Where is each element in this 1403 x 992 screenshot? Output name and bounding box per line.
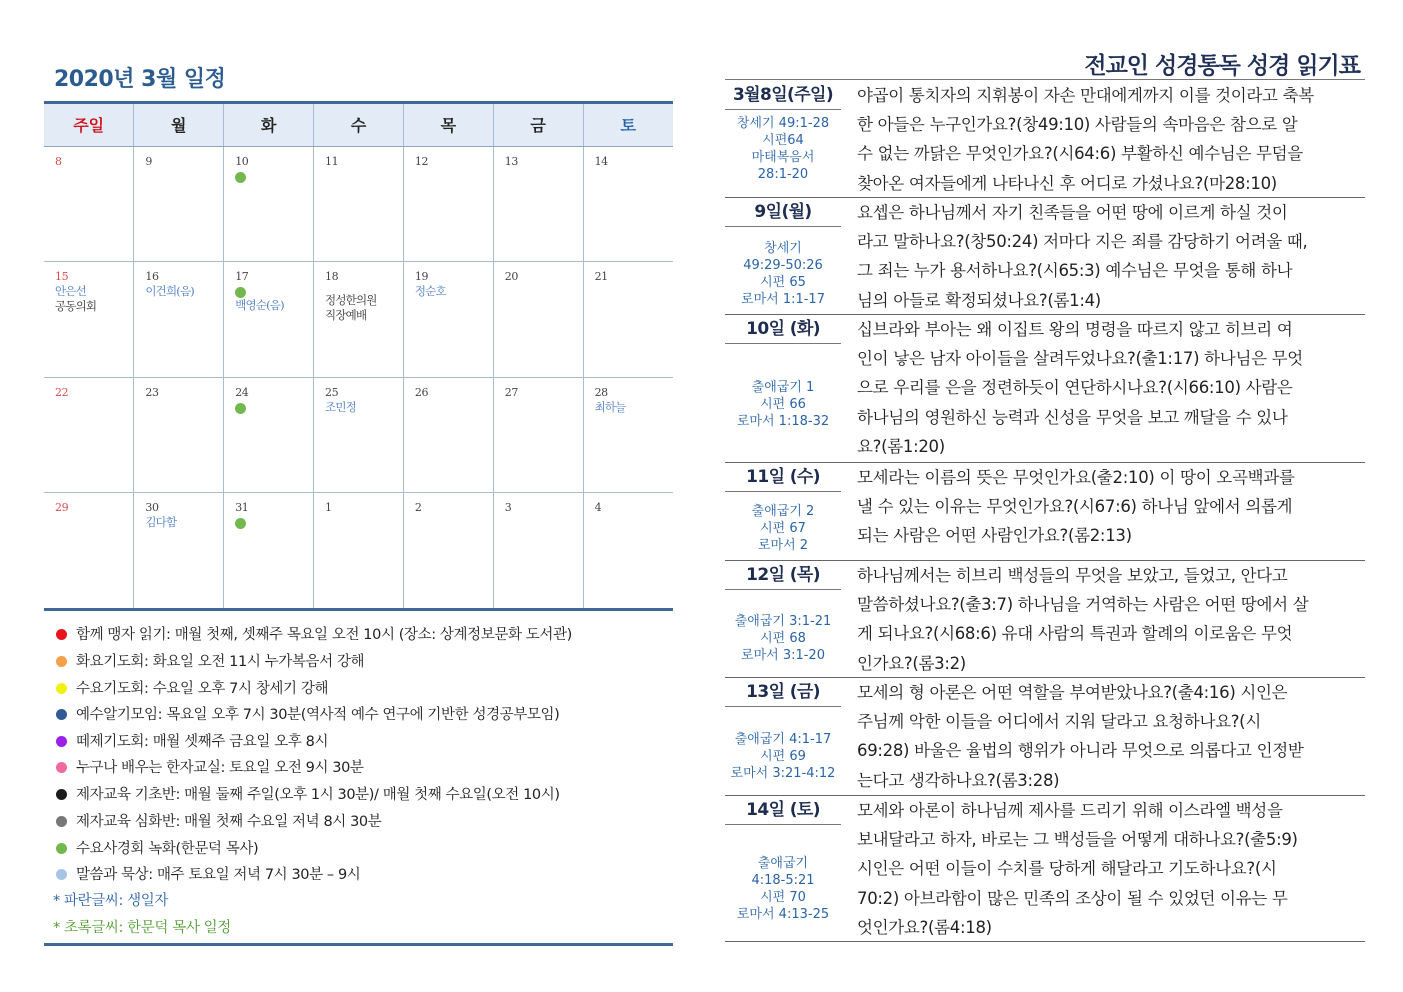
legend-item — [56, 732, 328, 752]
schedule-legend — [44, 619, 673, 946]
calendar-day-cell — [134, 262, 224, 378]
reading-questions — [857, 678, 1362, 795]
scripture-reference: 4:18-5:21 — [751, 873, 815, 888]
day-number: 25 — [325, 385, 339, 399]
question-line: 인가요?(롬3:2) — [857, 653, 966, 673]
question-line: 라고 말하나요?(창50:24) 저마다 지은 죄를 감당하기 어려울 때, — [857, 232, 1308, 252]
question-line: 요?(롬1:20) — [857, 436, 945, 456]
scripture-references — [725, 613, 841, 664]
legend-text: 수요사경회 녹화(한문덕 목사) — [76, 841, 259, 857]
question-line: 모세의 형 아론은 어떤 역할을 부여받았나요?(출4:16) 시인은 — [857, 683, 1288, 702]
scripture-references — [725, 379, 841, 430]
calendar-day-cell — [224, 493, 314, 609]
legend-text: 제자교육 심화반: 매월 첫째 수요일 저녁 8시 30분 — [76, 814, 382, 830]
scripture-references — [725, 115, 841, 183]
calendar-day-cell — [493, 262, 583, 378]
legend-item — [56, 865, 360, 885]
day-number: 9 — [145, 154, 152, 168]
question-line: 말씀하셨나요?(출3:7) 하나님을 거역하는 사람은 어떤 땅에서 살 — [857, 595, 1309, 615]
question-line: 주님께 악한 이들을 어디에서 지워 달라고 요청하나요?(시 — [857, 712, 1261, 732]
reading-questions — [857, 315, 1362, 461]
weekday-sat: 토 — [583, 104, 673, 146]
question-line: 야곱이 통치자의 지휘봉이 자손 만대에게까지 이를 것이라고 축복 — [857, 86, 1314, 105]
day-number: 26 — [414, 385, 429, 399]
reading-day-row — [725, 315, 1365, 463]
calendar-day-cell — [403, 493, 493, 609]
scripture-reference: 마태복음서 — [751, 150, 815, 165]
question-line: 낼 수 있는 이유는 무엇인가요?(시67:6) 하나님 앞에서 의롭게 — [857, 497, 1293, 517]
question-line: 요셉은 하나님께서 자기 친족들을 어떤 땅에 이르게 하실 것이 — [857, 203, 1288, 222]
birthday-name: 조민정 — [325, 399, 356, 414]
legend-item — [56, 812, 381, 832]
question-line: 인이 낳은 남자 아이들을 살려두었나요?(출1:17) 하나님은 무엇 — [857, 349, 1303, 369]
calendar-day-cell — [134, 146, 224, 262]
day-number: 2 — [414, 501, 422, 514]
legend-text: 화요기도회: 화요일 오전 11시 누가복음서 강해 — [76, 654, 365, 670]
day-number: 27 — [504, 385, 518, 399]
reading-top-rule — [725, 79, 1365, 80]
birthday-name: 정순호 — [414, 284, 446, 298]
question-line: 69:28) 바울은 율법의 행위가 아니라 무엇으로 의롭다고 인정받 — [857, 741, 1304, 761]
question-line: 70:2) 아브라함이 많은 민족의 조상이 될 수 있었던 이유는 무 — [857, 888, 1288, 908]
birthday-name: 백영순(음) — [235, 298, 284, 312]
reading-day-label: 13일 (금) — [725, 678, 841, 707]
calendar-day-cell — [403, 146, 493, 262]
scripture-reference: 출애굽기 3:1-21 — [734, 614, 832, 629]
legend-item — [56, 839, 258, 859]
day-number: 23 — [145, 385, 159, 399]
scripture-reference: 시편 68 — [760, 631, 806, 646]
calendar-day-cell — [314, 146, 404, 262]
calendar-day-cell — [493, 377, 583, 493]
scripture-reference: 로마서 3:21-4:12 — [730, 766, 836, 781]
question-line: 하나님의 영원하신 능력과 신성을 무엇을 보고 깨달을 수 있나 — [857, 407, 1288, 427]
day-number: 29 — [55, 501, 69, 514]
legend-item — [56, 758, 364, 778]
birthday-name: 이건희(음) — [145, 284, 194, 298]
scripture-reference: 로마서 1:18-32 — [736, 414, 830, 429]
day-number: 24 — [235, 385, 249, 399]
reading-questions — [857, 796, 1362, 942]
scripture-reference: 시편 69 — [760, 749, 806, 764]
scripture-reference: 시편 67 — [760, 521, 806, 536]
day-number: 3 — [504, 501, 512, 514]
reading-day-row — [725, 463, 1365, 561]
birthday-name: 김다함 — [145, 515, 177, 529]
bullet-dot-icon — [56, 816, 67, 827]
green-dot-icon — [235, 287, 246, 298]
calendar-day-cell — [224, 377, 314, 493]
bullet-dot-icon — [56, 629, 67, 640]
reading-day-label: 12일 (목) — [725, 561, 841, 590]
bullet-dot-icon — [56, 789, 67, 800]
day-number: 30 — [145, 501, 159, 514]
day-number: 21 — [594, 270, 608, 283]
calendar-day-cell — [314, 377, 404, 493]
calendar-day-cell — [44, 146, 134, 262]
weekday-tue: 화 — [224, 104, 314, 146]
scripture-reference: 시편64 — [762, 133, 804, 148]
scripture-reference: 로마서 1:1-17 — [741, 292, 825, 307]
calendar-day-cell — [583, 377, 673, 493]
legend-text: 제자교육 기초반: 매월 둘째 주일(오후 1시 30분)/ 매월 첫째 수요일(오전 10시) — [76, 787, 560, 803]
calendar-day-cell — [314, 493, 404, 609]
legend-text: 말씀과 묵상: 매주 토요일 저녁 7시 30분 – 9시 — [76, 867, 361, 883]
scripture-reference: 창세기 49:1-28 — [736, 116, 830, 131]
weekday-thu: 목 — [403, 104, 493, 146]
question-line: 되는 사람은 어떤 사람인가요?(롬2:13) — [857, 526, 1132, 546]
scripture-reference: 출애굽기 — [757, 856, 809, 871]
legend-note: * 초록글씨: 한문덕 목사 일정 — [53, 920, 231, 936]
legend-item — [56, 625, 572, 645]
weekday-mon: 월 — [134, 104, 224, 146]
reading-day-row — [725, 561, 1365, 678]
calendar-day-cell — [493, 146, 583, 262]
question-line: 수 없는 까닭은 무엇인가요?(시64:6) 부활하신 예수님은 무덤을 — [857, 144, 1303, 164]
day-number: 18 — [325, 270, 339, 283]
day-number: 19 — [414, 270, 429, 283]
green-dot-icon — [235, 172, 246, 183]
legend-item — [56, 705, 559, 725]
reading-questions — [857, 198, 1362, 315]
birthday-name: 안은선 — [55, 284, 86, 298]
calendar-day-cell — [493, 493, 583, 609]
day-number: 22 — [55, 385, 69, 399]
question-line: 게 되나요?(시68:6) 유대 사람의 특권과 할례의 이로움은 무엇 — [857, 624, 1293, 644]
reading-day-label: 9일(월) — [725, 198, 841, 227]
scripture-references — [725, 240, 841, 308]
day-number: 14 — [594, 154, 608, 168]
legend-text: 예수알기모임: 목요일 오후 7시 30분(역사적 예수 연구에 기반한 성경공부모임) — [76, 707, 560, 723]
calendar-day-cell — [44, 377, 134, 493]
question-line: 하나님께서는 히브리 백성들의 무엇을 보았고, 들었고, 안다고 — [857, 566, 1288, 585]
green-dot-icon — [235, 403, 246, 414]
day-number: 12 — [414, 154, 429, 168]
question-line: 시인은 어떤 이들이 수치를 당하게 해달라고 기도하나요?(시 — [857, 859, 1277, 879]
day-number: 13 — [504, 154, 518, 168]
weekday-sun: 주일 — [44, 104, 134, 146]
birthday-name: 최하늘 — [594, 399, 626, 414]
scripture-reference: 출애굽기 2 — [751, 504, 815, 519]
scripture-references — [725, 731, 841, 782]
calendar-week-row — [44, 493, 673, 609]
bullet-dot-icon — [56, 736, 67, 747]
event-text: 공동의회 — [55, 299, 97, 313]
calendar-week-row — [44, 146, 673, 262]
question-line: 모세라는 이름의 뜻은 무엇인가요(출2:10) 이 땅이 오곡백과를 — [857, 468, 1295, 487]
scripture-reference: 시편 70 — [760, 890, 806, 905]
bullet-dot-icon — [56, 683, 67, 694]
weekday-fri: 금 — [493, 104, 583, 146]
green-dot-icon — [235, 518, 246, 529]
reading-day-label: 14일 (토) — [725, 796, 841, 825]
legend-item — [56, 652, 364, 672]
day-number: 10 — [235, 154, 249, 168]
scripture-reference: 로마서 2 — [757, 538, 809, 553]
legend-text: 누구나 배우는 한자교실: 토요일 오전 9시 30분 — [76, 760, 364, 776]
scripture-reference: 창세기 — [764, 241, 802, 256]
calendar-day-cell — [224, 146, 314, 262]
day-number: 28 — [594, 385, 608, 399]
calendar-day-cell — [44, 493, 134, 609]
day-number: 17 — [235, 270, 249, 283]
calendar-day-cell — [44, 262, 134, 378]
reading-day-row — [725, 796, 1365, 942]
weekday-wed: 수 — [314, 104, 404, 146]
question-line: 십브라와 부아는 왜 이집트 왕의 명령을 따르지 않고 히브리 여 — [857, 320, 1293, 339]
reading-day-row — [725, 678, 1365, 796]
calendar-day-cell — [134, 493, 224, 609]
bullet-dot-icon — [56, 709, 67, 720]
day-number: 31 — [235, 501, 249, 514]
scripture-reference: 시편 65 — [760, 275, 806, 290]
bullet-dot-icon — [56, 656, 67, 667]
day-number: 15 — [55, 270, 69, 283]
calendar-title: 2020년 3월 일정 — [54, 67, 226, 92]
scripture-reference: 49:29-50:26 — [743, 258, 823, 273]
scripture-reference: 시편 66 — [760, 397, 806, 412]
bullet-dot-icon — [56, 843, 67, 854]
reading-day-label: 3월8일(주일) — [725, 81, 841, 110]
reading-questions — [857, 463, 1362, 551]
question-line: 그 죄는 누가 용서하나요?(시65:3) 예수님은 무엇을 통해 하나 — [857, 261, 1293, 281]
calendar-week-row — [44, 262, 673, 378]
scripture-references — [725, 855, 841, 923]
question-line: 는다고 생각하나요?(롬3:28) — [857, 770, 1060, 790]
calendar-grid — [44, 101, 673, 611]
reading-questions — [857, 81, 1362, 198]
question-line: 찾아온 여자들에게 나타나신 후 어디로 가셨나요?(마28:10) — [857, 173, 1277, 193]
scripture-reference: 로마서 4:13-25 — [736, 907, 830, 922]
bullet-dot-icon — [56, 762, 67, 773]
day-number: 8 — [55, 154, 62, 168]
legend-item — [56, 785, 560, 805]
calendar-day-cell — [314, 262, 404, 378]
calendar-day-cell — [134, 377, 224, 493]
legend-text: 함께 맹자 읽기: 매월 첫째, 셋째주 목요일 오전 10시 (장소: 상계정보문화 도서관) — [76, 627, 572, 643]
scripture-reference: 출애굽기 1 — [751, 380, 815, 395]
question-line: 님의 아들로 확정되셨나요?(롬1:4) — [857, 290, 1101, 310]
scripture-references — [725, 503, 841, 554]
day-number: 4 — [594, 501, 602, 514]
calendar-day-cell — [403, 262, 493, 378]
question-line: 엇인가요?(롬4:18) — [857, 917, 992, 937]
question-line: 보내달라고 하자, 바로는 그 백성들을 어떻게 대하나요?(출5:9) — [857, 830, 1298, 850]
reading-title: 전교인 성경통독 성경 읽기표 — [1084, 53, 1360, 79]
reading-day-label: 10일 (화) — [725, 315, 841, 344]
legend-item — [56, 679, 328, 699]
legend-text: 수요기도회: 수요일 오후 7시 창세기 강해 — [76, 681, 329, 697]
bullet-dot-icon — [56, 869, 67, 880]
reading-questions — [857, 561, 1362, 678]
question-line: 모세와 아론이 하나님께 제사를 드리기 위해 이스라엘 백성을 — [857, 801, 1283, 820]
calendar-day-cell — [583, 146, 673, 262]
legend-note: * 파란글씨: 생일자 — [53, 893, 169, 909]
weekday-header-row — [44, 104, 673, 146]
day-number: 16 — [145, 270, 159, 283]
calendar-day-cell — [403, 377, 493, 493]
reading-day-row — [725, 81, 1365, 198]
calendar-week-row — [44, 377, 673, 493]
scripture-reference: 로마서 3:1-20 — [741, 648, 825, 663]
event-text: 정성한의원 직장예배 — [325, 293, 377, 322]
question-line: 한 아들은 누구인가요?(창49:10) 사람들의 속마음은 참으로 알 — [857, 115, 1298, 135]
calendar-day-cell — [583, 493, 673, 609]
calendar-day-cell — [224, 262, 314, 378]
scripture-reference: 출애굽기 4:1-17 — [734, 732, 832, 747]
day-number: 20 — [504, 270, 518, 283]
day-number: 11 — [325, 154, 339, 168]
question-line: 으로 우리를 은을 정련하듯이 연단하시나요?(시66:10) 사람은 — [857, 378, 1293, 398]
legend-text: 떼제기도회: 매월 셋째주 금요일 오후 8시 — [76, 734, 329, 750]
calendar-day-cell — [583, 262, 673, 378]
reading-day-row — [725, 198, 1365, 315]
scripture-reference: 28:1-20 — [757, 167, 809, 182]
day-number: 1 — [325, 501, 332, 514]
reading-day-label: 11일 (수) — [725, 463, 841, 492]
